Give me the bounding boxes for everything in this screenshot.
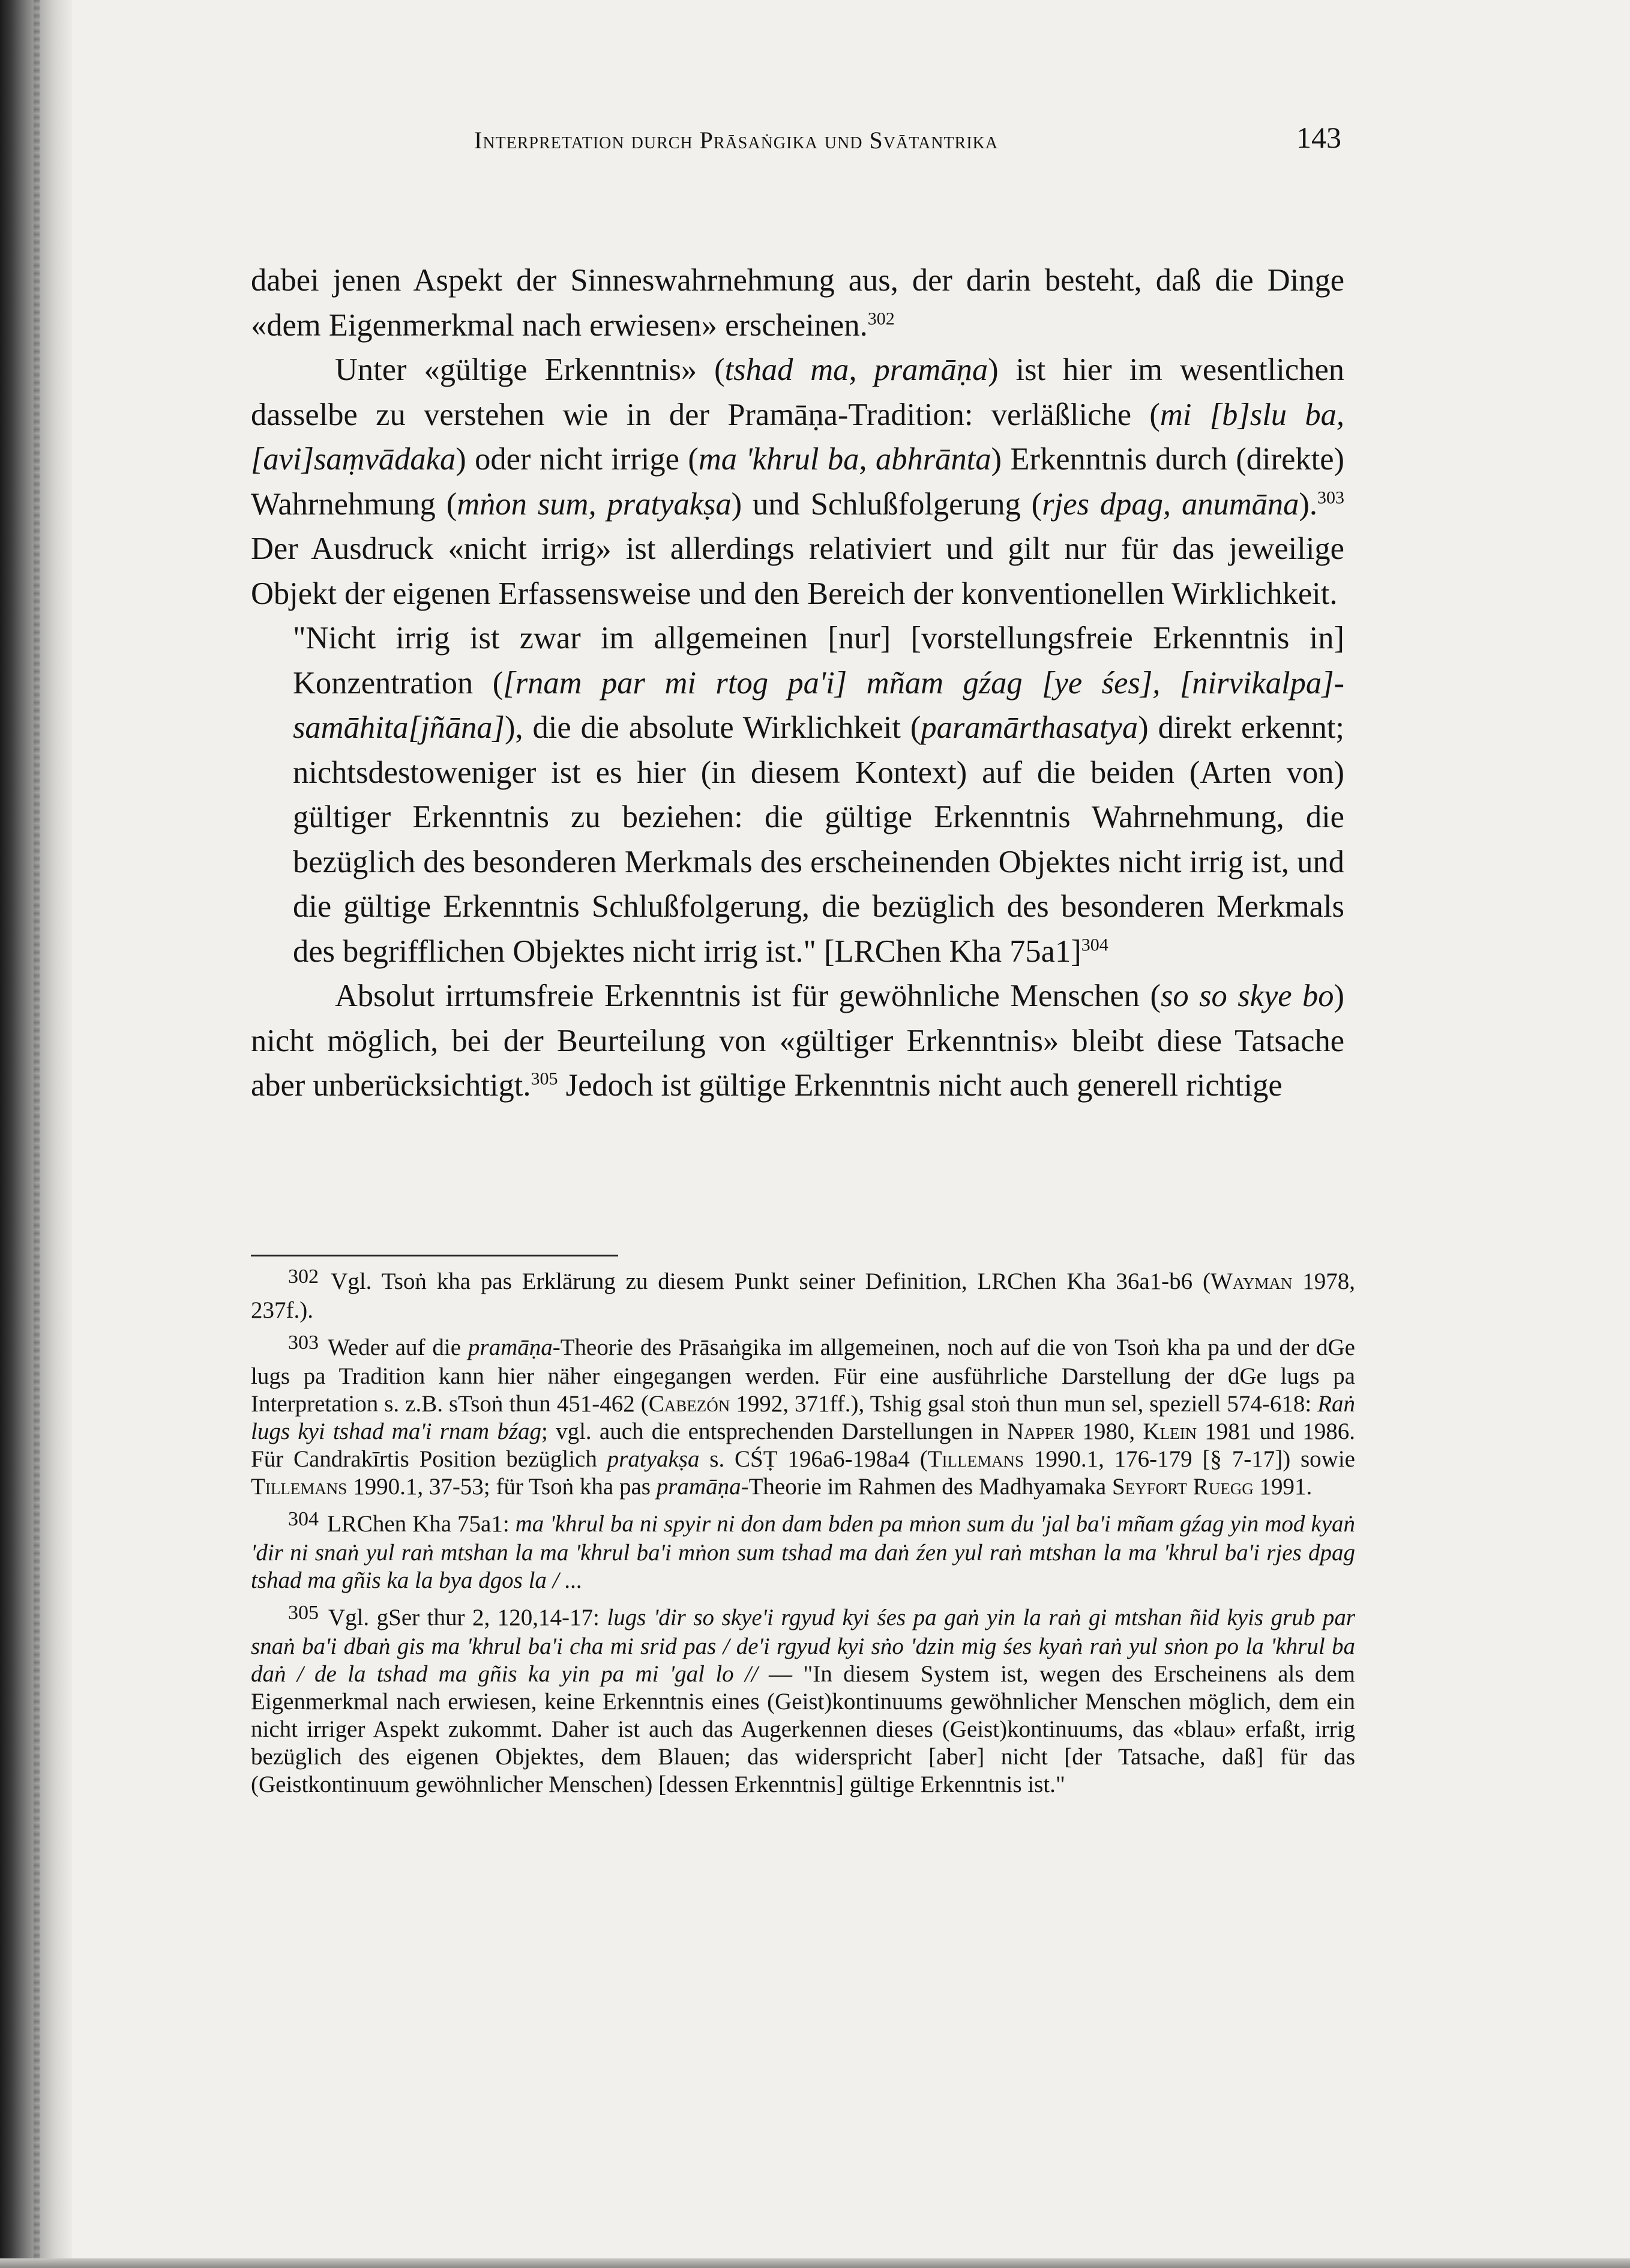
- footnote-ref-304: 304: [1081, 935, 1108, 955]
- footnote-number: 305: [288, 1602, 319, 1624]
- term-italic: rjes dpag, anumāna: [1042, 486, 1299, 522]
- footnote-ref-303: 303: [1317, 487, 1345, 507]
- text-span: ) nicht möglich, bei der Beurteilung von «gültiger Erkenntnis» bleibt diese Tatsache aber unberücksichtigt.: [251, 979, 1344, 1103]
- footnote-302: [251, 1265, 1356, 1324]
- text-span: Unter «gültige Erkenntnis» (: [335, 352, 725, 387]
- block-quote: [293, 616, 1344, 974]
- paragraph-2: [251, 348, 1344, 616]
- text-span: 1991.: [1253, 1474, 1313, 1500]
- term-italic: mṅon sum, pratyakṣa: [457, 486, 732, 522]
- text-span: ) und Schlußfolgerung (: [731, 486, 1042, 522]
- text-span: — "In diesem System ist, wegen des Erscheinens als dem Eigenmerkmal nach erwiesen, keine Erkenntnis eines (Geist)kontinuums gewöhnlicher Menschen möglich, dem ein nicht irriger Aspekt zukommt. Daher ist auch das Augerkennen dieses (Geist)kontinuums, das «blau» erfaßt, irrig bezüglich des eigenen Objektes, dem Blauen; das widerspricht [aber] nicht [der Tatsache, daß] für das (Geistkontinuum gewöhnlicher Menschen) [dessen Erkenntnis] gültige Erkenntnis ist.": [251, 1661, 1355, 1797]
- text-span: ; vgl. auch die entsprechenden Darstellungen in: [541, 1419, 1007, 1444]
- text-span: ) direkt erkennt; nichtsdestoweniger ist es hier (in diesem Kontext) auf die beiden (Arten von) gültiger Erkenntnis zu beziehen: die gültige Erkenntnis Wahrnehmung, die bezüglich des besonderen Merkmals des erscheinenden Objektes nicht irrig ist, und die gültige Erkenntnis Schlußfolgerung, die bezüglich des besonderen Merkmals des begrifflichen Objektes nicht irrig ist." [LRChen Kha 75a1]: [293, 710, 1345, 969]
- author-name: Seyfort Ruegg: [1111, 1474, 1254, 1500]
- main-text: [251, 258, 1344, 1108]
- text-span: 1981 und 1986. Für Candrakīrtis Position bezüglich: [251, 1419, 1356, 1472]
- text-span: 1978, 237f.).: [251, 1268, 1356, 1323]
- term-italic: [rnam par mi rtog pa'i] mñam gźag [ye śes], [nirvikalpa]-samāhita[jñāna]: [293, 665, 1344, 745]
- footnote-separator: [251, 1255, 618, 1256]
- text-span: Vgl. gSer thur 2, 120,14-17:: [328, 1605, 607, 1630]
- text-span: Weder auf die: [328, 1335, 468, 1360]
- footnote-ref-302: 302: [867, 309, 895, 328]
- footnote-number: 303: [288, 1332, 319, 1354]
- footnote-305: [251, 1604, 1355, 1799]
- page-number: 143: [1296, 121, 1341, 154]
- tibetan-quote: ma 'khrul ba ni spyir ni don dam bden pa mṅon sum du 'jal ba'i mñam gźag yin mod kyaṅ 'dir ni snaṅ yul raṅ mtshan la ma 'khrul ba'i mṅon sum tshad ma daṅ źen yul raṅ mtshan la ma 'khrul ba'i rjes dpag tshad ma gñis ka la bya dgos la / ...: [251, 1511, 1356, 1593]
- text-span: 1980,: [1074, 1419, 1143, 1444]
- page-bottom-edge: [0, 2258, 1630, 2268]
- term-italic: pramāṇa: [656, 1474, 741, 1500]
- author-name: Wayman: [1210, 1268, 1293, 1294]
- text-span: Jedoch ist gültige Erkenntnis nicht auch generell richtige: [558, 1068, 1283, 1103]
- footnotes: [251, 1265, 1356, 1808]
- term-italic: paramārthasatya: [921, 710, 1138, 745]
- term-italic: pramāṇa: [468, 1335, 553, 1360]
- text-span: ), die die absolute Wirklichkeit (: [504, 710, 921, 745]
- tibetan-quote: lugs 'dir so skye'i rgyud kyi śes pa gaṅ yin la raṅ gi mtshan ñid kyis grub par snaṅ ba'i dbaṅ gis ma 'khrul ba'i cha mi srid pas / de'i rgyud kyi sṅo 'dzin mig śes kyaṅ raṅ yul sṅon po la 'khrul ba daṅ / de la tshad ma gñis ka yin pa mi 'gal lo //: [251, 1605, 1356, 1687]
- footnote-ref-305: 305: [531, 1069, 558, 1089]
- author-name: Tillemans: [251, 1474, 347, 1500]
- text-span: Der Ausdruck «nicht irrig» ist allerdings relativiert und gilt nur für das jeweilige Objekt der eigenen Erfassensweise und den Bereich der konventionellen Wirklichkeit.: [251, 531, 1344, 611]
- text-span: 1990.1, 176-179 [§ 7-17]) sowie: [1024, 1446, 1355, 1472]
- author-name: Klein: [1143, 1419, 1197, 1444]
- term-italic: ma 'khrul ba, abhrānta: [698, 442, 991, 477]
- text-span: -Theorie im Rahmen des Madhyamaka: [741, 1474, 1112, 1500]
- footnote-number: 302: [288, 1265, 319, 1288]
- text-span: ) oder nicht irrige (: [456, 442, 699, 477]
- term-italic: so so skye bo: [1160, 979, 1334, 1013]
- term-italic: mi [b]slu ba, [avi]saṃvādaka: [251, 397, 1344, 477]
- text-span: Absolut irrtumsfreie Erkenntnis ist für gewöhnliche Menschen (: [335, 979, 1161, 1013]
- text-span: s. CŚṬ 196a6-198a4 (: [699, 1446, 928, 1472]
- text-span: ) ist hier im wesentlichen dasselbe zu verstehen wie in der Pramāṇa-Tradition: verläßliche (: [251, 352, 1344, 432]
- term-italic: pratyakṣa: [607, 1446, 700, 1472]
- text-span: LRChen Kha 75a1:: [326, 1511, 516, 1537]
- text-span: "Nicht irrig ist zwar im allgemeinen [nur] [vorstellungsfreie Erkenntnis in] Konzentration (: [293, 621, 1344, 701]
- author-name: Napper: [1007, 1419, 1075, 1444]
- text-span: ).: [1299, 486, 1318, 522]
- term-italic: tshad ma, pramāṇa: [724, 352, 988, 387]
- text-span: ) Erkenntnis durch (direkte) Wahrnehmung (: [251, 442, 1344, 522]
- author-name: Cabezón: [648, 1391, 730, 1417]
- footnote-number: 304: [288, 1508, 319, 1530]
- paragraph-3: [251, 974, 1344, 1108]
- text-span: Vgl. Tsoṅ kha pas Erklärung zu diesem Punkt seiner Definition, LRChen Kha 36a1-b6 (: [331, 1268, 1211, 1294]
- text-span: 1990.1, 37-53; für Tsoṅ kha pas: [347, 1474, 657, 1500]
- running-head: Interpretation durch Prāsaṅgika und Svātantrika: [474, 127, 998, 154]
- paragraph-1-text: dabei jenen Aspekt der Sinneswahrnehmung aus, der darin besteht, daß die Dinge «dem Eigenmerkmal nach erwiesen» erscheinen.: [251, 263, 1344, 343]
- footnote-303: [251, 1334, 1355, 1501]
- text-span: -Theorie des Prāsaṅgika im allgemeinen, noch auf die von Tsoṅ kha pa und der dGe lugs pa Tradition kann hier näher eingegangen werden. Für eine ausführliche Darstellung der dGe lugs pa Interpretation s. z.B. sTsoṅ thun 451-462 (: [251, 1335, 1355, 1417]
- footnote-304: [251, 1510, 1355, 1594]
- text-span: 1992, 371ff.), Tshig gsal stoṅ thun mun sel, speziell 574-618:: [730, 1391, 1318, 1417]
- paragraph-1: [251, 258, 1344, 348]
- term-italic: Raṅ lugs kyi tshad ma'i rnam bźag: [251, 1391, 1356, 1444]
- author-name: Tillemans: [927, 1446, 1024, 1472]
